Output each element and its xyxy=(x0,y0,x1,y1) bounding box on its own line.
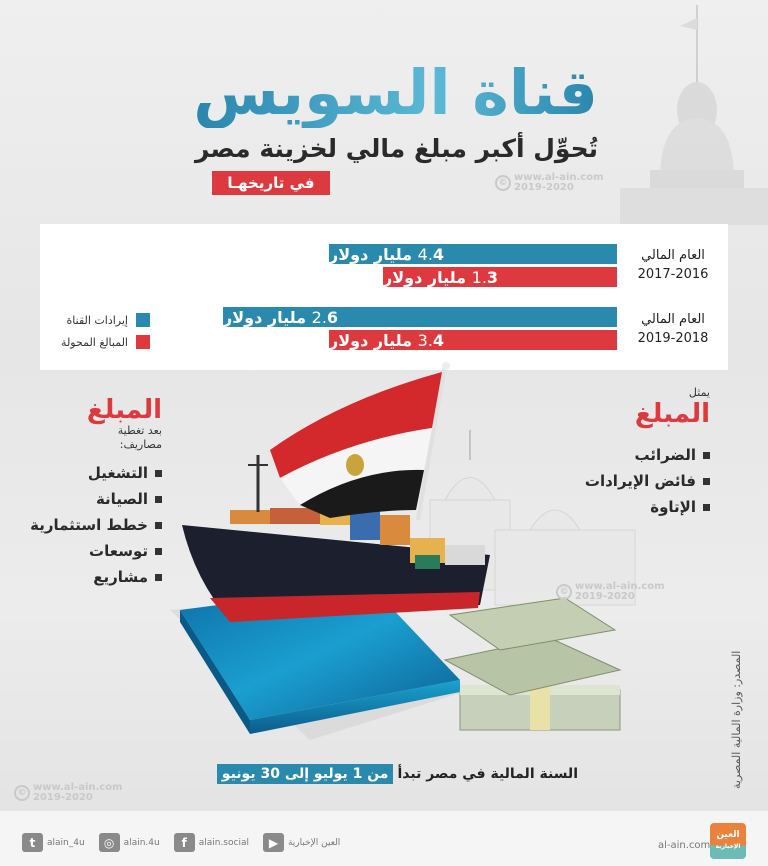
logo-text-bottom: الإخبارية xyxy=(715,843,741,850)
list-item: الإتاوة xyxy=(550,494,710,520)
social-link-twitter[interactable] xyxy=(22,833,85,852)
bullet-icon xyxy=(703,478,710,485)
bar-value-int: 4 xyxy=(432,330,445,350)
suez-ship-illustration xyxy=(170,360,640,745)
legend-label: المبالغ المحولة xyxy=(61,335,128,349)
footer xyxy=(0,811,768,866)
chart-panel xyxy=(40,224,728,370)
bar-value-dec: .4 xyxy=(417,244,433,264)
left-panel-sub1: بعد تغطية xyxy=(117,424,162,437)
page-subtitle: تُحوِّل أكبر مبلغ مالي لخزينة مصر xyxy=(194,134,598,163)
bar-value-int: 6 xyxy=(326,307,339,327)
social-link-youtube[interactable] xyxy=(263,833,340,852)
left-panel-list xyxy=(20,460,162,590)
bullet-icon xyxy=(703,504,710,511)
bar-unit: مليار دولار xyxy=(223,307,307,327)
social-link-instagram[interactable] xyxy=(99,833,160,852)
chart-legend xyxy=(60,313,150,349)
right-panel-title: المبلغ xyxy=(634,399,710,429)
bar-value-int: 3 xyxy=(486,267,499,287)
legend-label: إيرادات القناة xyxy=(66,313,128,327)
watermark xyxy=(495,173,604,193)
footer-site-link[interactable]: al-ain.com xyxy=(658,840,711,851)
legend-item-transferred xyxy=(60,335,150,349)
bar-transferred-2016-2017 xyxy=(383,267,617,287)
chart-row-label xyxy=(628,310,718,348)
watermark xyxy=(14,783,123,803)
bar-unit: مليار دولار xyxy=(383,267,467,287)
list-item: فائض الإيرادات xyxy=(550,468,710,494)
bar-transferred-2018-2019 xyxy=(329,330,617,350)
subtitle-badge: في تاريخهـا xyxy=(212,171,330,195)
bar-value-dec: .3 xyxy=(417,330,433,350)
bullet-icon xyxy=(155,574,162,581)
youtube-icon: ▶ xyxy=(263,833,284,852)
right-panel-pre: يمثل xyxy=(688,386,710,399)
left-info-panel xyxy=(20,396,162,590)
bullet-icon xyxy=(155,496,162,503)
bullet-icon xyxy=(703,452,710,459)
legend-swatch-red xyxy=(136,335,150,349)
bullet-icon xyxy=(155,548,162,555)
bullet-icon xyxy=(155,470,162,477)
bullet-icon xyxy=(155,522,162,529)
watermark-site: www.al-ain.com xyxy=(514,172,604,183)
watermark-years: 2019-2020 xyxy=(575,591,635,602)
list-item: الصيانة xyxy=(20,486,162,512)
building-silhouette-image xyxy=(600,0,768,225)
social-links xyxy=(22,833,340,852)
list-item: التشغيل xyxy=(20,460,162,486)
note-highlight: من 1 يوليو إلى 30 يونيو xyxy=(217,764,394,784)
bar-canal-revenue-2016-2017 xyxy=(329,244,617,264)
list-item: خطط استثمارية xyxy=(20,512,162,538)
instagram-icon: ◎ xyxy=(99,833,120,852)
watermark-site: www.al-ain.com xyxy=(33,782,123,793)
twitter-icon: t xyxy=(22,833,43,852)
chart-row-label xyxy=(628,246,718,284)
left-panel-title: المبلغ xyxy=(86,395,162,425)
copyright-icon: © xyxy=(556,584,572,600)
watermark-years: 2019-2020 xyxy=(33,792,93,803)
left-panel-sub2: مصاريف: xyxy=(119,438,162,451)
row-label-year: 2017-2016 xyxy=(637,267,709,282)
list-item: توسعات xyxy=(20,538,162,564)
copyright-icon: © xyxy=(14,785,30,801)
fiscal-year-note xyxy=(217,764,578,784)
al-ain-logo xyxy=(710,823,746,859)
social-handle: alain.4u xyxy=(123,837,160,848)
social-handle: alain.social xyxy=(198,837,249,848)
list-item: مشاريع xyxy=(20,564,162,590)
watermark-site: www.al-ain.com xyxy=(575,581,665,592)
watermark-years: 2019-2020 xyxy=(514,182,574,193)
bar-value-dec: .2 xyxy=(311,307,327,327)
logo-text-top: العين xyxy=(716,830,740,840)
legend-item-canal-revenue xyxy=(60,313,150,327)
source-credit: المصدر: وزارة المالية المصرية xyxy=(730,650,743,790)
row-label-line1: العام المالي xyxy=(641,248,705,263)
facebook-icon: f xyxy=(174,833,195,852)
bar-unit: مليار دولار xyxy=(329,244,413,264)
row-label-line1: العام المالي xyxy=(641,312,705,327)
bar-value-int: 4 xyxy=(432,244,445,264)
list-item: الضرائب xyxy=(550,442,710,468)
bar-canal-revenue-2018-2019 xyxy=(223,307,617,327)
page-title: قناة السويس xyxy=(193,56,598,129)
note-prefix: السنة المالية في مصر تبدأ xyxy=(397,766,578,782)
watermark xyxy=(556,582,665,602)
copyright-icon: © xyxy=(495,175,511,191)
bar-value-dec: .1 xyxy=(471,267,487,287)
social-handle: alain_4u xyxy=(47,837,85,848)
social-handle: العين الإخبارية xyxy=(287,837,341,848)
legend-swatch-blue xyxy=(136,313,150,327)
social-link-facebook[interactable] xyxy=(174,833,249,852)
bar-unit: مليار دولار xyxy=(329,330,413,350)
row-label-year: 2019-2018 xyxy=(637,331,709,346)
